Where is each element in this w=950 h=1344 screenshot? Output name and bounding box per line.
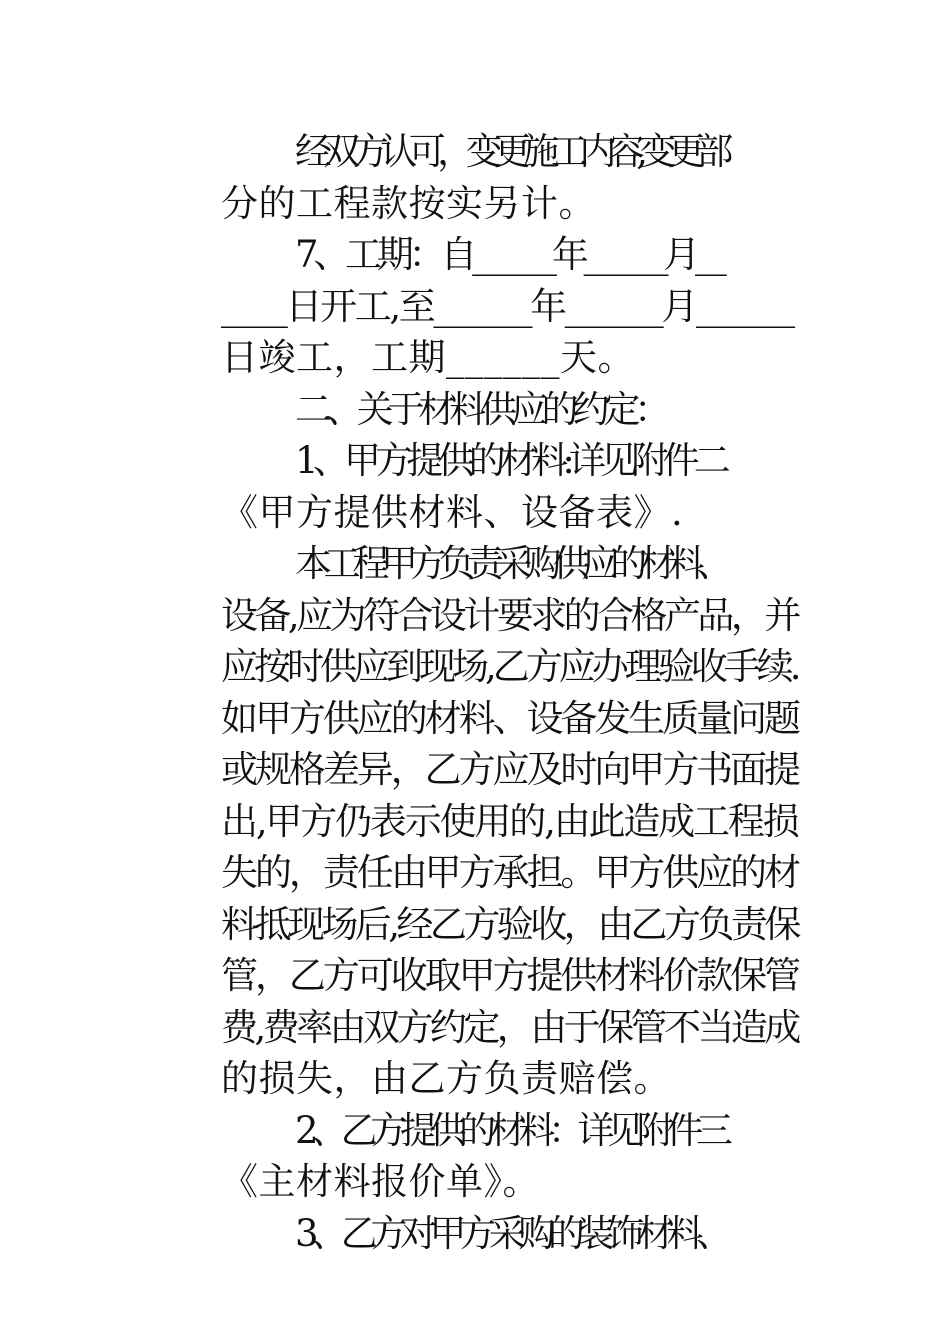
text-line: 如甲方供应的材料、设备发生质量问题 [221,696,798,740]
text-line: ____日开工,至______年______月______ [221,284,793,328]
paragraph-change-scope [147,126,807,229]
text-line: 失的，责任由甲方承担。甲方供应的材 [221,851,798,894]
text-line: 《主材料报价单》。 [221,1160,540,1203]
section-heading-material-supply [147,384,807,436]
text-line: 日竣工，工期______天。 [221,336,635,379]
document-body [147,126,807,1259]
text-line: 应按时供应到现场,乙方应办理验收手续. [221,645,798,688]
text-line: 费,费率由双方约定，由于保管不当造成 [221,1005,798,1049]
text-line: 2、乙方提供的材料：详见附件三 [295,1108,726,1152]
text-line: 或规格差异，乙方应及时向甲方书面提 [221,748,798,791]
text-line: 《甲方提供材料、设备表》. [221,490,684,534]
text-line: 7、工期：自______年______月__ [295,233,722,276]
text-line: 管，乙方可收取甲方提供材料价款保管 [221,954,798,997]
text-line: 料抵现场后,经乙方验收，由乙方负责保 [221,902,798,946]
text-line: 分的工程款按实另计。 [221,181,596,225]
text-line: 出,甲方仍表示使用的,由此造成工程损 [221,799,798,843]
text-line: 的损失，由乙方负责赔偿。 [221,1057,671,1100]
text-line: 1、甲方提供的材料:详见附件二 [295,439,726,482]
paragraph-party-a-responsibility [147,538,807,1105]
text-line: 3、乙方对甲方采购的装饰材料、 [295,1211,726,1255]
paragraph-party-a-materials [147,435,807,538]
paragraph-construction-period [147,229,807,384]
text-line: 设备,应为符合设计要求的合格产品，并 [221,593,798,637]
paragraph-party-b-materials [147,1105,807,1208]
paragraph-party-b-purchasing [147,1208,807,1260]
text-line: 经双方认可，变更施工内容,变更部 [295,130,725,173]
text-line: 二、关于材料供应的约定： [295,387,665,431]
text-line: 本工程甲方负责采购供应的材料、 [295,542,725,585]
